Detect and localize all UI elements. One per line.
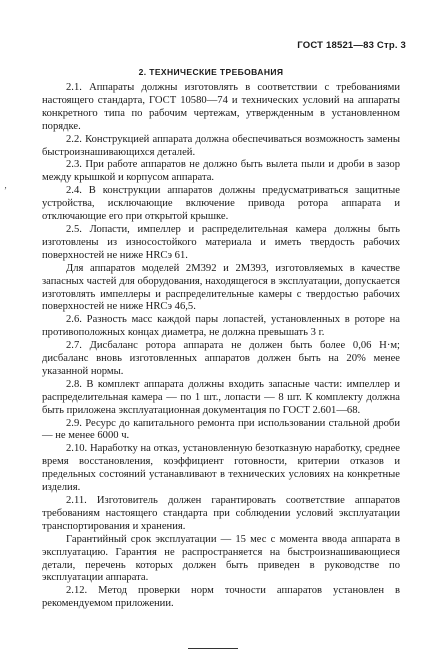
paragraph-2-8: 2.8. В комплект аппарата должны входить запасные части: импеллер и распределительная камера — по 1 шт., лопасти — 8 шт. К комплекту должна быть приложена эксплуатационная документация по ГОСТ 2.601—68. xyxy=(42,378,400,416)
paragraph-2-2: 2.2. Конструкцией аппарата должна обеспечиваться возможность замены быстроизнашивающихся деталей. xyxy=(42,133,400,158)
paragraph-2-7: 2.7. Дисбаланс ротора аппарата не должен быть более 0,06 Н·м; дисбаланс вновь изготовленных аппаратов должен быть на 20% менее указанной нормы. xyxy=(42,340,400,377)
paragraph-2-11-warranty: Гарантийный срок эксплуатации — 15 мес с момента ввода аппарата в эксплуатацию. Гарантия не распространяется на быстроизнашивающиеся детали, перечень которых должен быть приведен в руководстве по эксплуатации аппарата. xyxy=(42,533,400,584)
paragraph-2-6: 2.6. Разность масс каждой пары лопастей, установленных в роторе на противоположных концах диаметра, не должна превышать 3 г. xyxy=(42,314,400,339)
paragraph-2-9: 2.9. Ресурс до капитального ремонта при использовании стальной дроби — не менее 6000 ч. xyxy=(42,417,400,442)
paragraph-2-1: 2.1. Аппараты должны изготовлять в соответствии с требованиями настоящего стандарта, ГОСТ 10580—74 и технических условий на аппараты конкретного типа по рабочим чертежам, утвержденным в установленном порядке. xyxy=(42,82,400,132)
paragraph-2-5: 2.5. Лопасти, импеллер и распределительная камера должны быть изготовлены из износостойкого материала и иметь твердость рабочих поверхностей не ниже HRCэ 61. xyxy=(42,223,400,261)
paragraph-2-10: 2.10. Наработку на отказ, установленную безотказную наработку, среднее время восстановления, коэффициент готовности, критерии отказов и предельных состояний устанавливают в технических условиях на конкретные изделия. xyxy=(42,443,400,494)
paragraph-2-5-models: Для аппаратов моделей 2М392 и 2М393, изготовляемых в качестве запасных частей для оборудования, находящегося в эксплуатации, допускается изготовлять импеллеры и распределительные камеры с твердостью рабочих поверхностей не ниже HRCэ 46,5. xyxy=(42,262,400,313)
document-body xyxy=(42,82,400,611)
page-header: ГОСТ 18521—83 Стр. 3 xyxy=(297,40,406,51)
section-title: 2. ТЕХНИЧЕСКИЕ ТРЕБОВАНИЯ xyxy=(138,67,284,77)
paragraph-2-3: 2.3. При работе аппаратов не должно быть вылета пыли и дроби в зазор между крышкой и корпусом аппарата. xyxy=(42,159,400,184)
margin-mark: ‚ xyxy=(4,180,7,190)
paragraph-2-12: 2.12. Метод проверки норм точности аппаратов установлен в рекомендуемом приложении. xyxy=(42,585,400,610)
paragraph-2-4: 2.4. В конструкции аппаратов должны предусматриваться защитные устройства, исключающие включение привода ротора аппарата и отключающие его при открытой крышке. xyxy=(42,185,400,223)
paragraph-2-11: 2.11. Изготовитель должен гарантировать соответствие аппаратов требованиям настоящего стандарта при соблюдении условий эксплуатации транспортирования и хранения. xyxy=(42,495,400,532)
end-rule xyxy=(188,648,238,649)
